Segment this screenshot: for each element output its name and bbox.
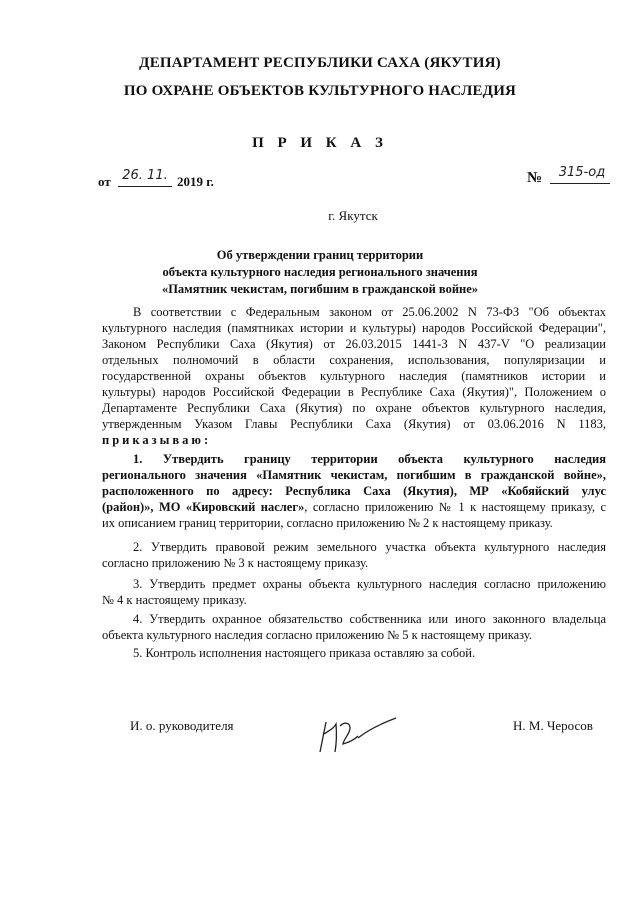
item1-line: 1. Утвердить границу территории объекта культурного наследия: [133, 452, 606, 466]
item2-line: 2. Утвердить правовой режим земельного участка объекта культурного наследия: [133, 540, 606, 554]
item4-line: объекта культурного наследия согласно приложению № 5 к настоящему приказу.: [102, 628, 532, 642]
order-item-4: [102, 611, 606, 643]
preamble-paragraph: [102, 304, 606, 448]
signatory-position: И. о. руководителя: [130, 718, 234, 733]
preamble-line: В соответствии с Федеральным законом от 25.06.2002 N 73-ФЗ "Об объектах: [133, 305, 606, 319]
item2-line: согласно приложению № 3 к настоящему приказу.: [102, 556, 369, 570]
date-underline: [118, 186, 172, 187]
title-line3: «Памятник чекистам, погибшим в гражданской войне»: [161, 282, 479, 296]
preamble-line: утвержденным Указом Главы Республики Саха (Якутия) от 03.06.2016 N 1183,: [102, 417, 606, 431]
handwritten-signature: [310, 712, 402, 760]
order-item-5: [102, 645, 606, 661]
preamble-line: отдельных полномочий в области сохранения, использования, популяризации и: [102, 353, 606, 367]
preamble-line: культурного наследия (памятниках истории и культуры) народов Российской Федерации",: [102, 321, 606, 335]
item1-line: их описанием границ территории, согласно приложению № 2 к настоящему приказу.: [102, 516, 553, 530]
number-handwritten: 315-од: [558, 165, 606, 180]
order-item-1: [102, 451, 606, 531]
number-underline: [550, 183, 610, 184]
order-item-3: [102, 576, 606, 608]
date-handwritten: 26. 11.: [122, 168, 168, 183]
item3-line: № 4 к настоящему приказу.: [102, 593, 247, 607]
order-word: приказываю:: [102, 433, 212, 447]
item1-line: регионального значения «Памятник чекистам, погибшим в гражданской войне»,: [102, 468, 606, 482]
preamble-line: государственной охраны объектов культурного наследия (памятников истории и: [102, 369, 606, 383]
date-year: 2019 г.: [177, 174, 214, 189]
document-type: П Р И К А З: [252, 135, 388, 151]
preamble-line: культуры) народов Российской Федерации в Республике Саха (Якутия)", Положением о: [102, 385, 606, 399]
item1-line: расположенного по адресу: Республика Саха (Якутия), МР «Кобяйский улус: [102, 484, 606, 498]
item1-line4-rest: , согласно приложению № 1 к настоящему приказу, с: [304, 500, 607, 514]
department-name-line1: ДЕПАРТАМЕНТ РЕСПУБЛИКИ САХА (ЯКУТИЯ): [139, 55, 501, 71]
item1-line4-bold: (район)», МО «Кировский наслег»: [102, 500, 305, 514]
preamble-line: Департаменте Республики Саха (Якутия) по охране объектов культурного наследия,: [102, 401, 606, 415]
department-name-line2: ПО ОХРАНЕ ОБЪЕКТОВ КУЛЬТУРНОГО НАСЛЕДИЯ: [123, 83, 517, 99]
title-line1: Об утверждении границ территории: [216, 248, 424, 262]
preamble-line: Законом Республики Саха (Якутия) от 26.03.2015 1441-З N 437-V "О реализации: [102, 337, 606, 351]
order-item-2: [102, 539, 606, 571]
item3-line: 3. Утвердить предмет охраны объекта культурного наследия согласно приложению: [133, 577, 606, 591]
signatory-name: Н. М. Черосов: [513, 718, 593, 733]
date-prefix: от: [98, 174, 111, 189]
item5-line: 5. Контроль исполнения настоящего приказа оставляю за собой.: [133, 646, 476, 660]
city: г. Якутск: [328, 208, 378, 223]
title-line2: объекта культурного наследия регионального значения: [162, 265, 478, 279]
number-prefix: №: [527, 170, 543, 186]
item4-line: 4. Утвердить охранное обязательство собственника или иного законного владельца: [133, 612, 606, 626]
